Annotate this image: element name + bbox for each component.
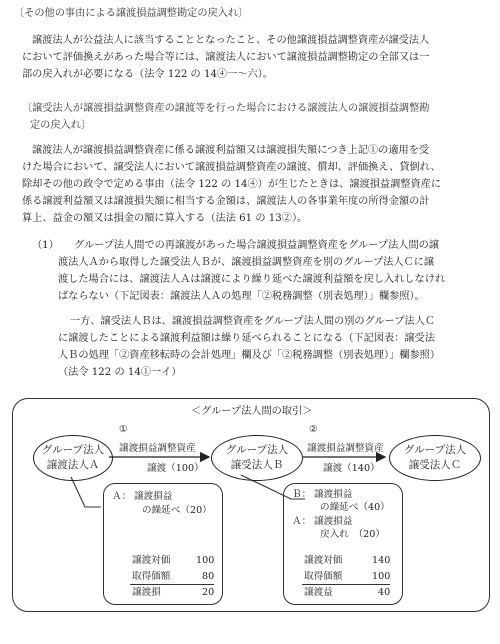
item1-line-1: グループ法人間での再譲渡があった場合譲渡損益調整資産をグループ法人間の譲 [74,240,440,251]
bubble-b-row-1-label: 譲渡対価 [304,555,343,566]
bubble-a-row-3-value: 20 [202,587,215,598]
item1-line-6: に譲渡したことによる譲渡利益額は繰り延べられることになる（下記図表：譲受法 [58,333,435,344]
bubble-b-row-2-value: 100 [372,571,391,582]
arrow2-top-label: 譲渡損益調整資産 [307,443,384,454]
item1-line-7: 人Ｂの処理「②資産移転時の会計処理」欄及び「②税務調整（別表処理）」欄参照） [58,350,441,361]
bubble-b-row-3-label: 譲渡益 [304,587,333,598]
bubble-b-row-3-value: 40 [378,587,391,598]
section2-line-1: 譲渡法人が譲渡損益調整資産に係る譲渡利益額又は譲渡損失額につき上記①の適用を受 [32,145,430,156]
entity-c-ellipse [389,435,481,481]
item1-line-2: 渡法人Ａから取得した譲受法人Ｂが、譲渡損益調整資産を別のグループ法人Ｃに譲 [58,257,435,268]
bubble-a-tail [71,477,101,507]
entity-c-line-2: 譲受法人Ｃ [408,459,462,471]
arrow1-top-label: 譲渡損益調整資産 [119,443,196,454]
bubble-a-label-2: の繰延べ（20） [142,505,212,516]
section2-line-5: 算上、益金の額又は損金の額に算入する（法法 61 の 13②）。 [22,213,308,224]
bubble-a-label-1: 譲渡損益 [134,491,173,502]
entity-c-line-1: グループ法人 [403,444,467,456]
bubble-b-rule [302,584,390,585]
entity-b-ellipse [211,435,303,481]
bubble-a-row-2-value: 80 [202,571,215,582]
item1-line-8: （法令 122 の 14①一イ） [58,367,182,378]
bubble-a-row-2-label: 取得価額 [132,571,171,582]
bubble-b-row-1-value: 140 [372,555,391,566]
section2-line-3: 除却その他の政令で定める事由（法令 122 の 14④）が生じたときは、譲渡損益調整資産に [22,179,442,190]
section1-line-2: において評価換えがあった場合等には、譲渡法人において譲渡損益調整勘定の全部又は一 [22,52,430,63]
bubble-b [283,483,403,605]
entity-b-line-2: 譲受法人Ｂ [230,459,284,471]
bubble-a-rule [130,584,214,585]
section2-line-4: 係る譲渡利益額又は譲渡損失額に相当する金額は、譲渡法人の各事業年度の所得金額の計 [22,196,430,207]
bubble-b-b-prefix: Ｂ： [292,489,312,500]
bubble-a [103,483,223,605]
arrow2-bottom-label: 譲渡（140） [323,463,380,474]
section2-line-2: けた場合において、譲受法人において譲渡損益調整資産の譲渡、償却、評価換え、貸倒れ、 [22,162,441,173]
bubble-a-row-3-label: 譲渡損 [132,587,161,598]
transaction-diagram [12,398,490,612]
entity-a-line-2: 譲渡法人Ａ [46,459,100,471]
item1-line-3: 渡した場合には、譲渡法人Ａは譲渡により繰り延べた譲渡利益額を戻し入れしなけれ [58,274,446,285]
item1-line-4: ばならない（下記図表：譲渡法人Ａの処理「②税務調整（別表処理）」欄参照）。 [58,291,425,302]
bubble-b-a-label-2: 戻入れ （20） [320,529,385,540]
section1-line-3: 部の戻入れが必要になる（法令 122 の 14④一～六）。 [22,69,273,80]
bubble-b-b-label-2: の繰延べ（40） [320,502,390,513]
entity-a-line-1: グループ法人 [41,444,105,456]
diagram-arrows [13,399,489,611]
item1-number: （1） [32,240,59,251]
item1-line-5: 一方、譲受法人Ｂは、譲渡損益調整資産をグループ法人間の別のグループ法人Ｃ [70,316,436,327]
bubble-a-row-1-label: 譲渡対価 [132,555,171,566]
entity-b-line-1: グループ法人 [225,444,289,456]
bubble-a-row-1-value: 100 [196,555,215,566]
section2-heading-1: 〔譲受法人が譲渡損益調整資産の譲渡等を行った場合における譲渡法人の譲渡損益調整勘 [22,103,430,114]
bubble-b-a-prefix: Ａ： [292,516,312,527]
arrow1-bottom-label: 譲渡（100） [147,463,204,474]
bubble-b-row-2-label: 取得価額 [304,571,343,582]
diagram-title: ＜グループ法人間の取引＞ [191,406,313,417]
bubble-b-b-label-1: 譲渡損益 [314,489,353,500]
section2-heading-2: 定の戻入れ〕 [30,120,92,131]
section1-line-1: 譲渡法人が公益法人に該当することとなったこと、その他譲渡損益調整資産が譲受法人 [32,35,430,46]
section1-heading: 〔その他の事由による譲渡損益調整勘定の戻入れ〕 [14,8,249,19]
bubble-b-a-label-1: 譲渡損益 [314,516,353,527]
bubble-a-prefix: Ａ： [112,491,132,502]
step-1-marker: ① [119,424,128,435]
step-2-marker: ② [309,424,318,435]
entity-a-ellipse [33,435,113,481]
